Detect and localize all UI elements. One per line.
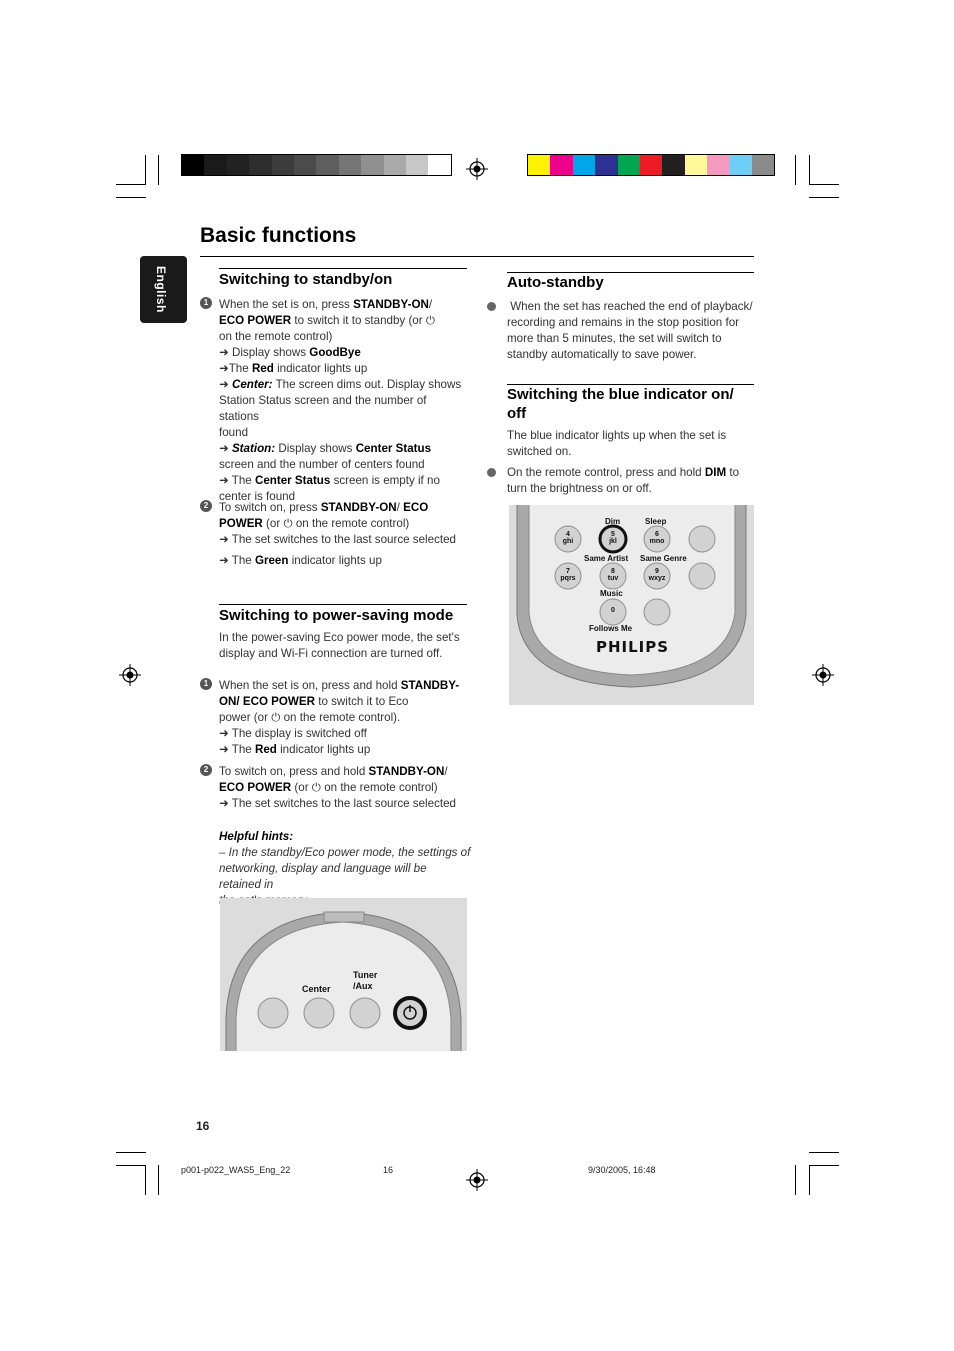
gray-swatch [361, 155, 383, 175]
power-saving-intro: In the power-saving Eco power mode, the set's display and Wi-Fi connection are turned off. [219, 631, 460, 660]
center-button-label: Center [302, 984, 331, 994]
gray-swatch [384, 155, 406, 175]
gray-swatch [272, 155, 294, 175]
crop-mark [158, 155, 159, 185]
page-title: Basic functions [200, 224, 357, 247]
device-panel-svg [220, 898, 467, 1051]
blue-indicator-heading: Switching the blue indicator on/ off [507, 386, 734, 422]
auto-standby-text: When the set has reached the end of playback/ recording and remains in the stop position for more than 5 minutes, the set will switch to standby automatically to save power. [507, 300, 753, 361]
registration-target-icon [119, 664, 141, 686]
music-label: Music [600, 589, 623, 598]
color-swatch [640, 155, 662, 175]
step-2-icon: 2 [200, 500, 212, 512]
crop-mark [116, 197, 146, 198]
arrow-icon: ➜ [219, 727, 229, 740]
arrow-icon: ➜ [219, 554, 229, 567]
bullet-icon [487, 468, 496, 477]
key-0: 0 [611, 607, 615, 614]
follows-me-label: Follows Me [589, 624, 633, 633]
power-saving-step-1: When the set is on, press and hold STANDBY- ON/ ECO POWER to switch it to Eco power (or ⏻ on the remote control). ➜ The display is switched off ➜ The Red indicator lights up [219, 679, 460, 756]
power-icon: ⏻ [283, 517, 293, 530]
gray-swatch [227, 155, 249, 175]
key-7: 7 pqrs [560, 568, 576, 582]
color-calibration-bar [527, 154, 775, 176]
footer-filename: p001-p022_WAS5_Eng_22 [181, 1165, 291, 1175]
step-2-icon: 2 [200, 764, 212, 776]
key-9: 9 wxyz [648, 568, 666, 582]
crop-mark [809, 184, 839, 185]
standby-heading: Switching to standby/on [219, 271, 393, 288]
color-swatch [662, 155, 684, 175]
power-icon: ⏻ [271, 711, 281, 724]
registration-target-icon [466, 158, 488, 180]
tuner-aux-button-label: Tuner /Aux [353, 970, 378, 991]
dim-label: Dim [605, 517, 621, 526]
language-tab-label: English [154, 266, 168, 313]
standby-step-1: When the set is on, press STANDBY-ON/ ECO POWER to switch it to standby (or ⏻ on the remote control) ➜ Display shows GoodBye ➜The Red indicator lights up ➜ Center: The screen dims out. Display shows Station Status screen and the number of stations found ➜ Station: Display shows Center Status screen and the number of centers found ➜ The Center Status screen is empty if no center is found [219, 298, 462, 503]
page-number: 16 [196, 1119, 210, 1133]
color-swatch [707, 155, 729, 175]
footer-sheet-number: 16 [383, 1165, 394, 1175]
philips-logo: PHILIPS [596, 638, 670, 656]
step-1-icon: 1 [200, 297, 212, 309]
remote-body-svg [509, 505, 754, 705]
step-1-icon: 1 [200, 678, 212, 690]
key-8: 8 tuv [607, 568, 619, 582]
gray-swatch [182, 155, 204, 175]
crop-mark [809, 1152, 839, 1153]
color-swatch [730, 155, 752, 175]
key-5: 5 jkl [609, 531, 617, 545]
color-swatch [618, 155, 640, 175]
helpful-hints: Helpful hints: – In the standby/Eco power mode, the settings of networking, display and language will be retained in [219, 830, 471, 891]
arrow-icon: ➜ [219, 797, 229, 810]
language-tab [140, 256, 187, 323]
crop-mark [116, 184, 146, 185]
color-swatch [595, 155, 617, 175]
power-icon: ⏻ [311, 781, 321, 794]
crop-mark [809, 1165, 810, 1195]
remote-control-illustration [509, 505, 754, 705]
same-genre-label: Same Genre [640, 554, 687, 563]
same-artist-label: Same Artist [584, 554, 629, 563]
arrow-icon: ➜ [219, 378, 229, 391]
gray-swatch [249, 155, 271, 175]
grayscale-calibration-bar [181, 154, 452, 176]
crop-mark [116, 1165, 146, 1166]
arrow-icon: ➜ [219, 743, 229, 756]
crop-mark [145, 155, 146, 185]
section-divider [219, 268, 467, 269]
crop-mark [116, 1152, 146, 1153]
blue-indicator-step: On the remote control, press and hold DIM to turn the brightness on or off. [507, 466, 740, 495]
gray-swatch [204, 155, 226, 175]
device-buttons-illustration [220, 898, 467, 1051]
color-swatch [528, 155, 550, 175]
color-swatch [573, 155, 595, 175]
power-icon: ⏻ [425, 314, 436, 327]
color-swatch [550, 155, 572, 175]
crop-mark [809, 155, 810, 185]
standby-step-2: To switch on, press STANDBY-ON/ ECO POWER (or ⏻ on the remote control) ➜ The set switches to the last source selected ➜ The Green indicator lights up [219, 501, 456, 567]
power-saving-step-2: To switch on, press and hold STANDBY-ON/ ECO POWER (or ⏻ on the remote control) ➜ The set switches to the last source selected [219, 765, 456, 810]
key-4: 4 ghi [562, 531, 574, 545]
crop-mark [145, 1165, 146, 1195]
crop-mark [795, 155, 796, 185]
gray-swatch [428, 155, 450, 175]
crop-mark [809, 197, 839, 198]
arrow-icon: ➜ [219, 474, 229, 487]
arrow-icon: ➜ [219, 362, 229, 375]
registration-target-icon [466, 1169, 488, 1191]
crop-mark [809, 1165, 839, 1166]
key-6: 6 mno [649, 531, 665, 545]
sleep-label: Sleep [645, 517, 667, 526]
gray-swatch [294, 155, 316, 175]
bullet-icon [487, 302, 496, 311]
crop-mark [795, 1165, 796, 1195]
crop-mark [158, 1165, 159, 1195]
gray-swatch [406, 155, 428, 175]
section-divider [219, 604, 467, 605]
arrow-icon: ➜ [219, 442, 229, 455]
color-swatch [685, 155, 707, 175]
title-divider [200, 256, 754, 257]
gray-swatch [339, 155, 361, 175]
arrow-icon: ➜ [219, 533, 229, 546]
power-saving-heading: Switching to power-saving mode [219, 607, 454, 624]
registration-target-icon [812, 664, 834, 686]
gray-swatch [316, 155, 338, 175]
color-swatch [752, 155, 774, 175]
auto-standby-heading: Auto-standby [507, 274, 604, 291]
arrow-icon: ➜ [219, 346, 229, 359]
blue-indicator-intro: The blue indicator lights up when the set is switched on. [507, 429, 727, 458]
footer-date: 9/30/2005, 16:48 [588, 1165, 656, 1175]
